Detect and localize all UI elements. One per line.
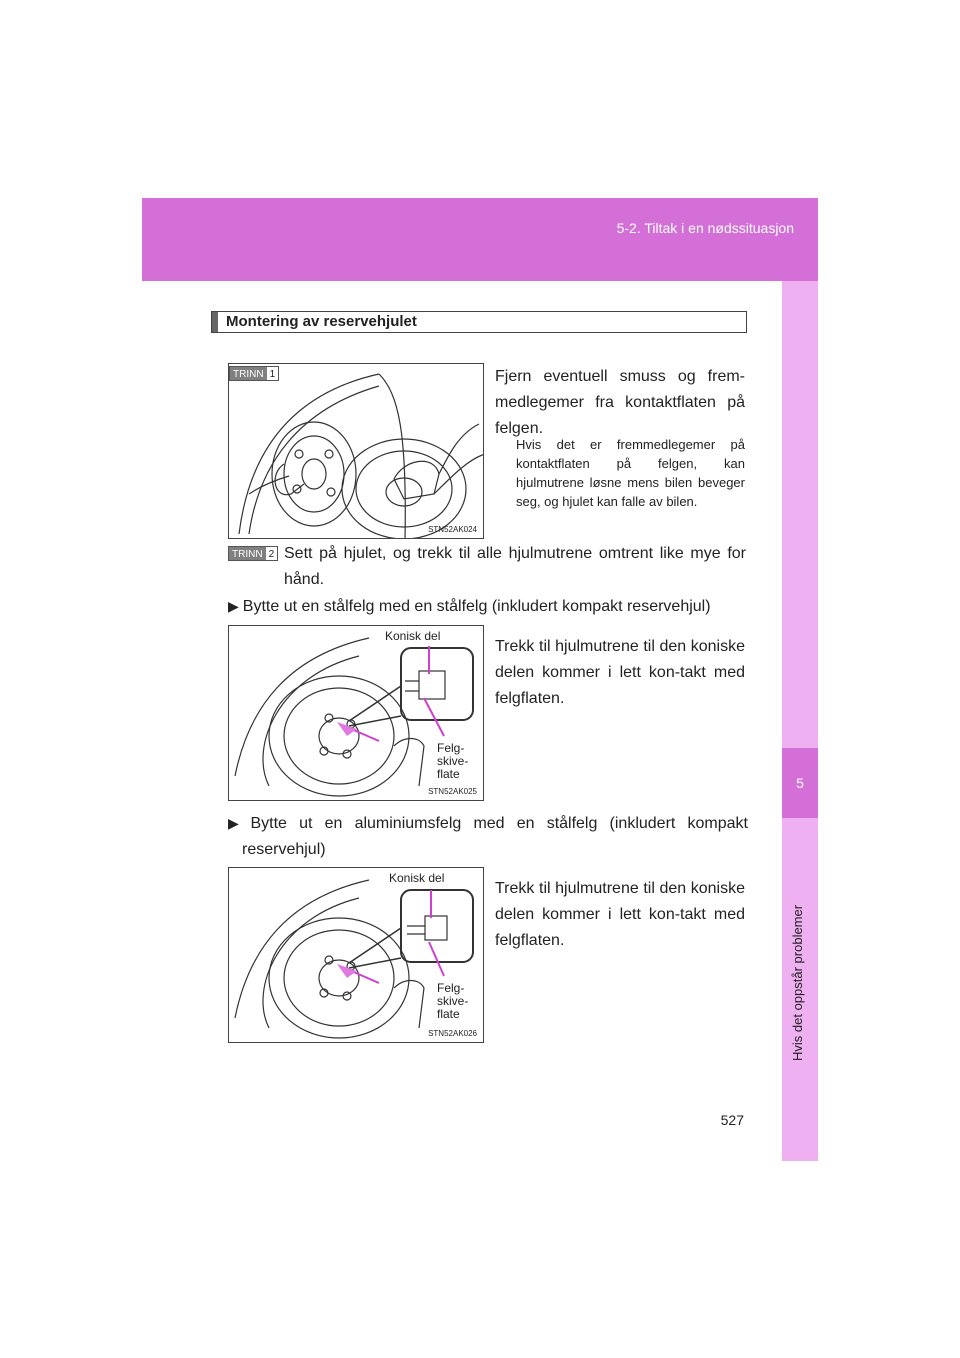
case1-heading: ▶ Bytte ut en stålfelg med en stålfelg (inkludert kompakt reservehjul) xyxy=(228,598,711,615)
rim-surface-label: Felg- skive- flate xyxy=(437,981,469,1021)
header-band xyxy=(142,198,818,281)
figure-case2 xyxy=(228,867,484,1043)
case1-text: Trekk til hjulmutrene til den koniske delen kommer i lett kon-takt med felgflaten. xyxy=(495,638,745,707)
figure-case1 xyxy=(228,625,484,801)
step-badge-2: TRINN 2 xyxy=(228,546,278,561)
figure-code: STN52AK026 xyxy=(428,1029,477,1038)
chapter-number: 5 xyxy=(782,748,818,818)
conical-part-label: Konisk del xyxy=(389,871,445,885)
section-reference: 5-2. Tiltak i en nødssituasjon xyxy=(616,220,794,236)
figure-step1 xyxy=(228,363,484,539)
chapter-side-tab xyxy=(782,281,818,1161)
step-badge-1: TRINN 1 xyxy=(229,366,279,381)
step1-text: Fjern eventuell smuss og frem-medlegemer fra kontaktflaten på felgen. xyxy=(495,368,745,437)
conical-part-label: Konisk del xyxy=(385,629,441,643)
right-triangle-arrow-icon: ▶ xyxy=(228,815,247,831)
step2-text: Sett på hjulet, og trekk til alle hjulmutrene omtrent like mye for hånd. xyxy=(284,545,746,588)
rim-surface-label: Felg- skive- flate xyxy=(437,741,469,781)
case2-heading: ▶ Bytte ut en aluminiumsfelg med en stålfelg (inkludert kompakt reservehjul) xyxy=(228,815,748,858)
figure-code: STN52AK025 xyxy=(428,787,477,796)
section-heading xyxy=(211,311,747,333)
case2-text: Trekk til hjulmutrene til den koniske delen kommer i lett kon-takt med felgflaten. xyxy=(495,880,745,949)
heading-marker xyxy=(212,312,218,332)
page-number: 527 xyxy=(720,1112,744,1128)
right-triangle-arrow-icon: ▶ xyxy=(228,598,239,614)
wheel-cleaning-illustration xyxy=(229,364,484,539)
chapter-title: Hvis det oppstår problemer xyxy=(790,904,805,1062)
step1-note: Hvis det er fremmedlegemer på kontaktflaten på felgen, kan hjulmutrene løsne mens bilen beveger seg, og hjulet kan falle av bilen. xyxy=(516,437,745,509)
section-title: Montering av reservehjulet xyxy=(226,313,417,330)
figure-code: STN52AK024 xyxy=(428,525,477,534)
